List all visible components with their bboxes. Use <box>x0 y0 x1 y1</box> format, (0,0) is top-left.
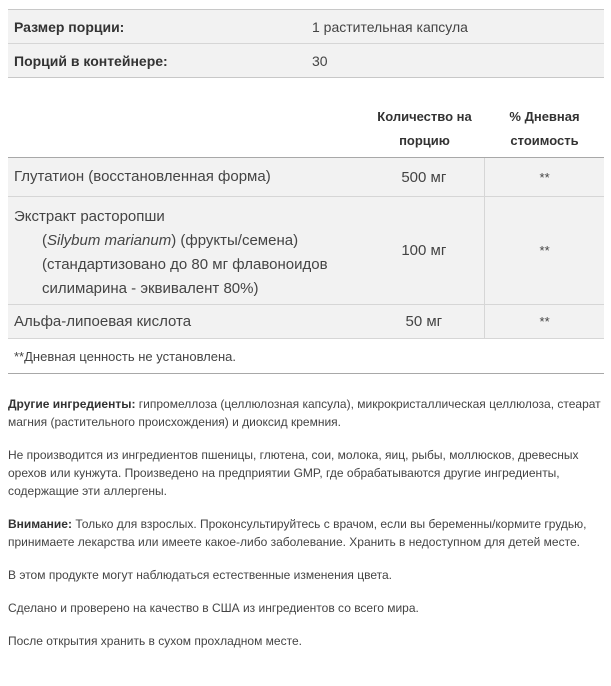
made-in-note: Сделано и проверено на качество в США из ингредиентов со всего мира. <box>8 601 419 615</box>
warning-label: Внимание: <box>8 517 72 531</box>
header-amount-column <box>364 102 485 157</box>
nutrient-row-milk-thistle <box>8 197 604 305</box>
allergen-statement: Не производится из ингредиентов пшеницы, глютена, сои, молока, яиц, рыбы, моллюсков, древесных орехов или кунжута. Произведено на предприятии GMP, где обрабатываются другие ингредиенты, содержащие эти аллергены. <box>8 448 579 498</box>
header-dv-line2: стоимость <box>510 133 579 148</box>
nutrient-name: Глутатион (восстановленная форма) <box>14 168 271 185</box>
other-ingredients-text: гипромеллоза (целлюлозная капсула), микрокристаллическая целлюлоза, стеарат магния (растительного происхождения) и диоксид кремния. <box>8 397 601 429</box>
nutrient-row-alpha-lipoic <box>8 305 604 339</box>
serving-size-value: 1 растительная капсула <box>312 18 468 35</box>
nutrient-dv: ** <box>484 305 604 338</box>
nutrient-name-line2 <box>14 229 363 253</box>
servings-per-container-value: 30 <box>312 52 328 69</box>
header-amount-line2: порцию <box>399 133 450 148</box>
nutrient-dv: ** <box>484 197 604 304</box>
nutrients-table <box>8 102 604 374</box>
nutrient-name-line4: силимарина - эквивалент 80%) <box>42 280 259 297</box>
servings-per-container-label: Порций в контейнере: <box>14 52 168 69</box>
paren-open: ( <box>42 232 47 249</box>
storage-note: После открытия хранить в сухом прохладном месте. <box>8 634 302 648</box>
nutrient-amount: 500 мг <box>401 168 447 186</box>
nutrient-amount: 50 мг <box>405 313 443 330</box>
header-dv-column <box>485 102 604 157</box>
daily-value-footnote: **Дневная ценность не установлена. <box>8 339 604 374</box>
nutrient-name <box>8 197 363 304</box>
nutrient-name: Альфа-липоевая кислота <box>14 312 192 330</box>
header-amount-line1: Количество на <box>377 109 472 124</box>
other-ingredients-label: Другие ингредиенты: <box>8 397 136 411</box>
nutrient-amount: 100 мг <box>401 242 447 259</box>
nutrient-name-line3: (стандартизовано до 80 мг флавоноидов <box>42 256 328 273</box>
plant-part: ) (фрукты/семена) <box>171 232 299 249</box>
product-notes <box>8 395 604 665</box>
latin-name: Silybum marianum <box>47 232 172 249</box>
other-ingredients <box>8 395 604 431</box>
warning-text: Только для взрослых. Проконсультируйтесь с врачом, если вы беременны/кормите грудью, принимаете лекарства или имеете какое-либо заболевание. Хранить в недоступном для детей месте. <box>8 517 587 549</box>
nutrient-row-glutathione <box>8 158 604 197</box>
nutrients-table-header <box>8 102 604 158</box>
nutrient-name-line1: Экстракт расторопши <box>14 208 165 225</box>
serving-size-row <box>8 10 604 43</box>
servings-per-container-row <box>8 43 604 77</box>
nutrient-dv: ** <box>484 158 604 196</box>
warning <box>8 515 604 551</box>
header-name-column <box>8 102 364 157</box>
serving-size-label: Размер порции: <box>14 18 125 35</box>
color-note: В этом продукте могут наблюдаться естественные изменения цвета. <box>8 568 393 582</box>
header-dv-line1: % Дневная <box>509 109 580 124</box>
serving-info-table <box>8 9 604 78</box>
